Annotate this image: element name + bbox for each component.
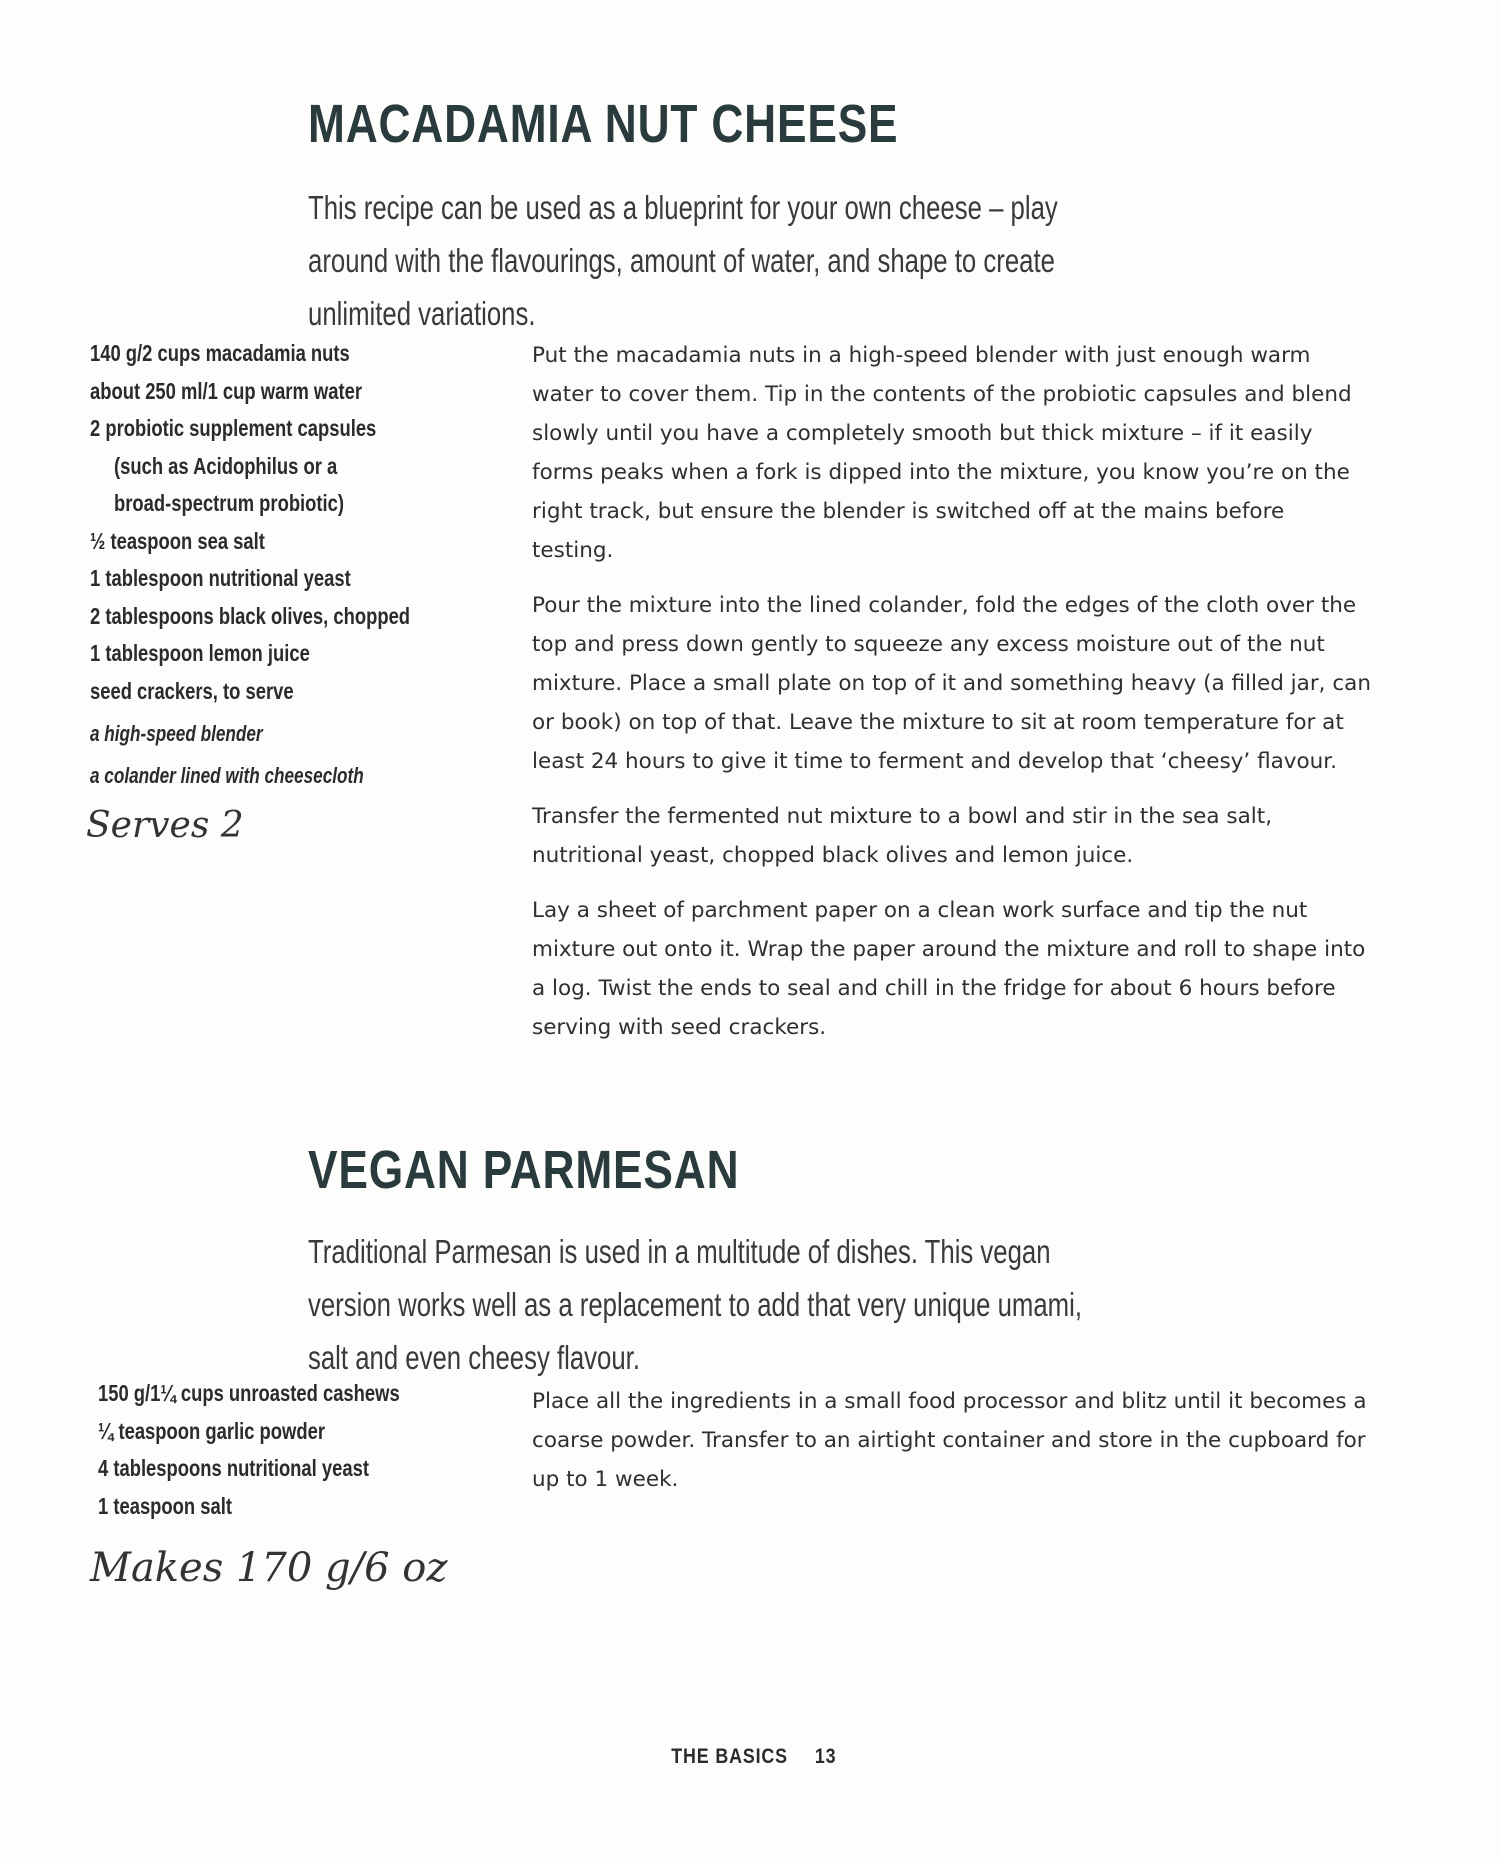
ingredient: 150 g/1¼ cups unroasted cashews: [98, 1380, 400, 1406]
section-name: THE BASICS: [671, 1745, 789, 1768]
method-step: Put the macadamia nuts in a high-speed blender with just enough warm water to cover them. Tip in the contents of the probiotic capsules and blend slowly until you have a completely smooth but thick mixture – if it easily forms peaks when a fork is dipped into the mixture, you know you’re on the right track, but ensure the blender is switched off at the mains before testing.: [532, 343, 1352, 563]
method-step: Pour the mixture into the lined colander, fold the edges of the cloth over the top and press down gently to squeeze any excess moisture out of the nut mixture. Place a small plate on top of it and something heavy (a filled jar, can or book) on top of that. Leave the mixture to sit at room temperature for at least 24 hours to give it time to ferment and develop that ‘cheesy’ flavour.: [532, 593, 1371, 774]
recipe-title-macadamia: MACADAMIA NUT CHEESE: [308, 94, 899, 154]
ingredient-continuation: (such as Acidophilus or a: [114, 452, 338, 479]
yield-note-macadamia: Serves 2: [86, 805, 244, 846]
ingredient: 1 tablespoon lemon juice: [90, 640, 310, 666]
ingredient: 140 g/2 cups macadamia nuts: [90, 340, 350, 366]
ingredient: 1 teaspoon salt: [98, 1492, 232, 1519]
equipment-item: a high-speed blender: [90, 721, 263, 746]
ingredient: about 250 ml/1 cup warm water: [90, 377, 363, 404]
ingredient: 4 tablespoons nutritional yeast: [98, 1455, 369, 1481]
page-footer: [0, 1745, 1500, 1769]
recipe-title-parmesan: VEGAN PARMESAN: [308, 1140, 740, 1200]
ingredient: ¼ teaspoon garlic powder: [98, 1417, 325, 1444]
ingredient-continuation: broad-spectrum probiotic): [114, 490, 345, 516]
ingredient-list-parmesan: [98, 1375, 518, 1525]
method-macadamia: [532, 336, 1372, 1063]
equipment-item: a colander lined with cheesecloth: [90, 763, 364, 788]
ingredient: 2 probiotic supplement capsules: [90, 415, 377, 441]
ingredient: 2 tablespoons black olives, chopped: [90, 602, 411, 629]
ingredient: 1 tablespoon nutritional yeast: [90, 565, 351, 591]
method-step: Transfer the fermented nut mixture to a bowl and stir in the sea salt, nutritional yeast, chopped black olives and lemon juice.: [532, 804, 1273, 868]
ingredient: seed crackers, to serve: [90, 677, 294, 704]
recipe-intro-parmesan: Traditional Parmesan is used in a multitude of dishes. This vegan version works well as a replacement to add that very unique umami, salt and even cheesy flavour.: [308, 1233, 1083, 1376]
ingredient-list-macadamia: [90, 335, 510, 710]
recipe-intro-macadamia: This recipe can be used as a blueprint for your own cheese – play around with the flavourings, amount of water, and shape to create unlimited variations.: [308, 189, 1058, 332]
equipment-list-macadamia: [90, 713, 441, 797]
ingredient: ½ teaspoon sea salt: [90, 527, 265, 554]
method-step: Place all the ingredients in a small food processor and blitz until it becomes a coarse powder. Transfer to an airtight container and store in the cupboard for up to 1 week.: [532, 1389, 1367, 1492]
method-parmesan: [532, 1382, 1372, 1515]
page-number: 13: [815, 1745, 837, 1768]
yield-note-parmesan: Makes 170 g/6 oz: [90, 1545, 448, 1591]
method-step: Lay a sheet of parchment paper on a clean work surface and tip the nut mixture out onto it. Wrap the paper around the mixture and roll to shape into a log. Twist the ends to seal and chill in the fridge for about 6 hours before serving with seed crackers.: [532, 898, 1366, 1040]
